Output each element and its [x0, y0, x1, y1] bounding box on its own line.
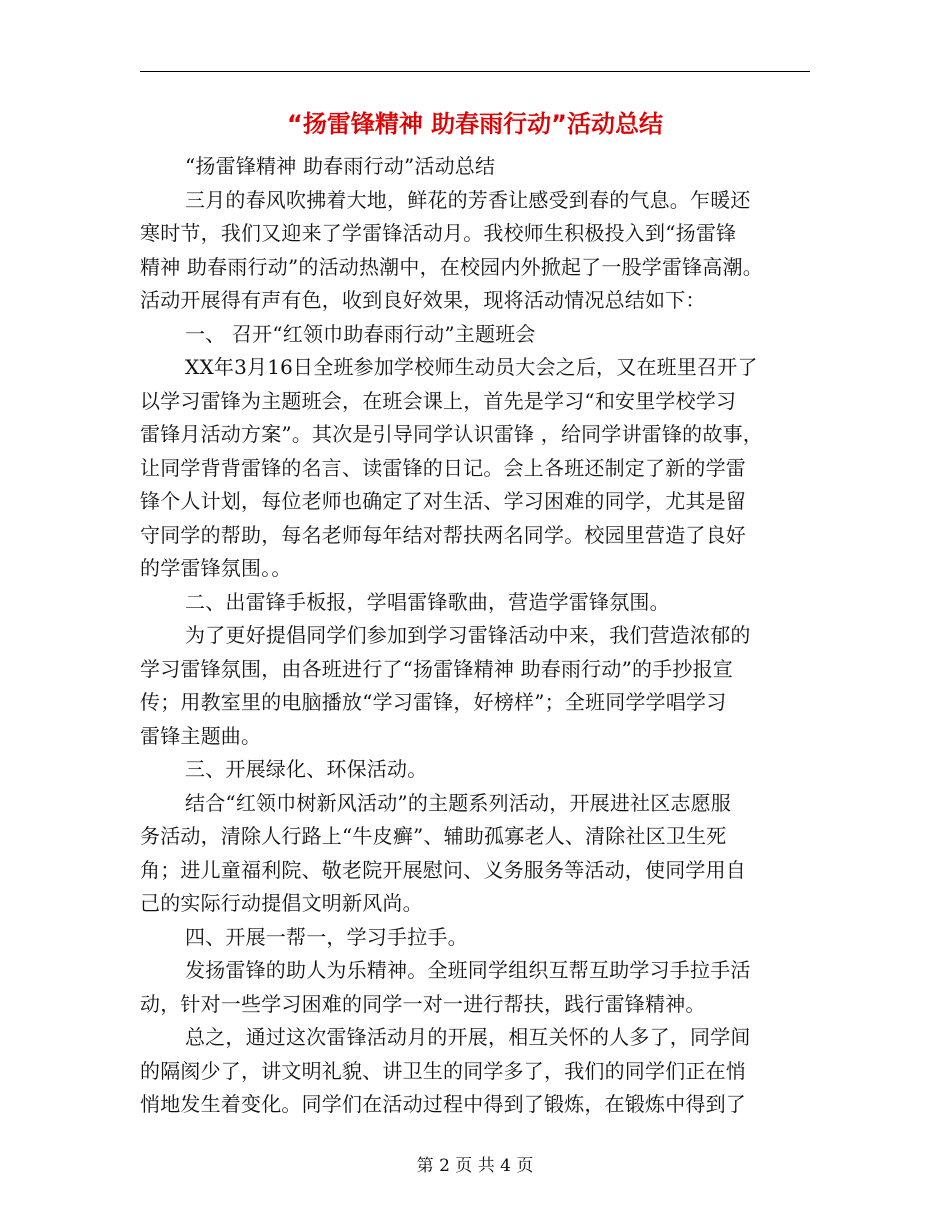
body-line: 动，针对一些学习困难的同学一对一进行帮扶，践行雷锋精神。 [140, 991, 706, 1016]
body-line: 雷锋月活动方案”。其次是引导同学认识雷锋 ，给同学讲雷锋的故事， [140, 422, 763, 446]
body-line: “扬雷锋精神 助春雨行动”活动总结 [185, 154, 496, 178]
body-line: 角；进儿童福利院、敬老院开展慰问、义务服务等活动，使同学用自 [140, 857, 746, 882]
body-line: 的学雷锋氛围。。 [140, 556, 292, 580]
body-line: 总之，通过这次雷锋活动月的开展，相互关怀的人多了，同学间 [185, 1025, 751, 1049]
body-line: 活动开展得有声有色，收到良好效果，现将活动情况总结如下： [140, 288, 706, 312]
section-heading: 四、开展一帮一，学习手拉手。 [185, 924, 468, 949]
section-heading: 三、开展绿化、环保活动。 [185, 757, 428, 781]
body-line: 以学习雷锋为主题班会，在班会课上，首先是学习“和安里学校学习 [140, 388, 737, 413]
body-line: 结合“红领巾树新风活动”的主题系列活动，开展进社区志愿服 [185, 790, 732, 815]
body-line: 精神 助春雨行动”的活动热潮中，在校园内外掀起了一股学雷锋高潮。 [140, 254, 763, 279]
header-rule [140, 71, 810, 72]
body-line: 守同学的帮助，每名老师每年结对帮扶两名同学。校园里营造了良好 [140, 522, 746, 547]
section-heading: 二、出雷锋手板报，学唱雷锋歌曲，营造学雷锋氛围。 [185, 589, 670, 614]
body-line: XX年3月16日全班参加学校师生动员大会之后，又在班里召开了 [185, 355, 758, 379]
body-line: 务活动，清除人行路上“牛皮癣”、辅助孤寡老人、清除社区卫生死 [140, 824, 727, 848]
body-line: 学习雷锋氛围，由各班进行了“扬雷锋精神 助春雨行动”的手抄报宣 [140, 656, 734, 681]
body-line: 传；用教室里的电脑播放“学习雷锋，好榜样”；全班同学学唱学习 [140, 690, 727, 714]
body-line: 发扬雷锋的助人为乐精神。全班同学组织互帮互助学习手拉手活 [185, 958, 751, 982]
document-title: “扬雷锋精神 助春雨行动”活动总结 [287, 110, 663, 138]
body-line: 寒时节，我们又迎来了学雷锋活动月。我校师生积极投入到“扬雷锋 [140, 221, 737, 245]
body-line: 己的实际行动提倡文明新风尚。 [140, 891, 423, 915]
body-line: 的隔阂少了，讲文明礼貌、讲卫生的同学多了，我们的同学们正在悄 [140, 1058, 746, 1083]
body-line: 锋个人计划，每位老师也确定了对生活、学习困难的同学，尤其是留 [140, 489, 746, 513]
document-body [140, 150, 820, 1122]
body-line: 三月的春风吹拂着大地，鲜花的芳香让感受到春的气息。乍暖还 [185, 187, 751, 212]
body-line: 雷锋主题曲。 [140, 723, 262, 748]
section-heading: 一、 召开“红领巾助春雨行动”主题班会 [185, 321, 536, 346]
body-line: 为了更好提倡同学们参加到学习雷锋活动中来，我们营造浓郁的 [185, 623, 751, 647]
body-line: 让同学背背雷锋的名言、读雷锋的日记。会上各班还制定了新的学雷 [140, 455, 746, 480]
body-line: 悄地发生着变化。同学们在活动过程中得到了锻炼，在锻炼中得到了 [140, 1092, 746, 1116]
page-number: 第 2 页 共 4 页 [416, 1156, 534, 1176]
